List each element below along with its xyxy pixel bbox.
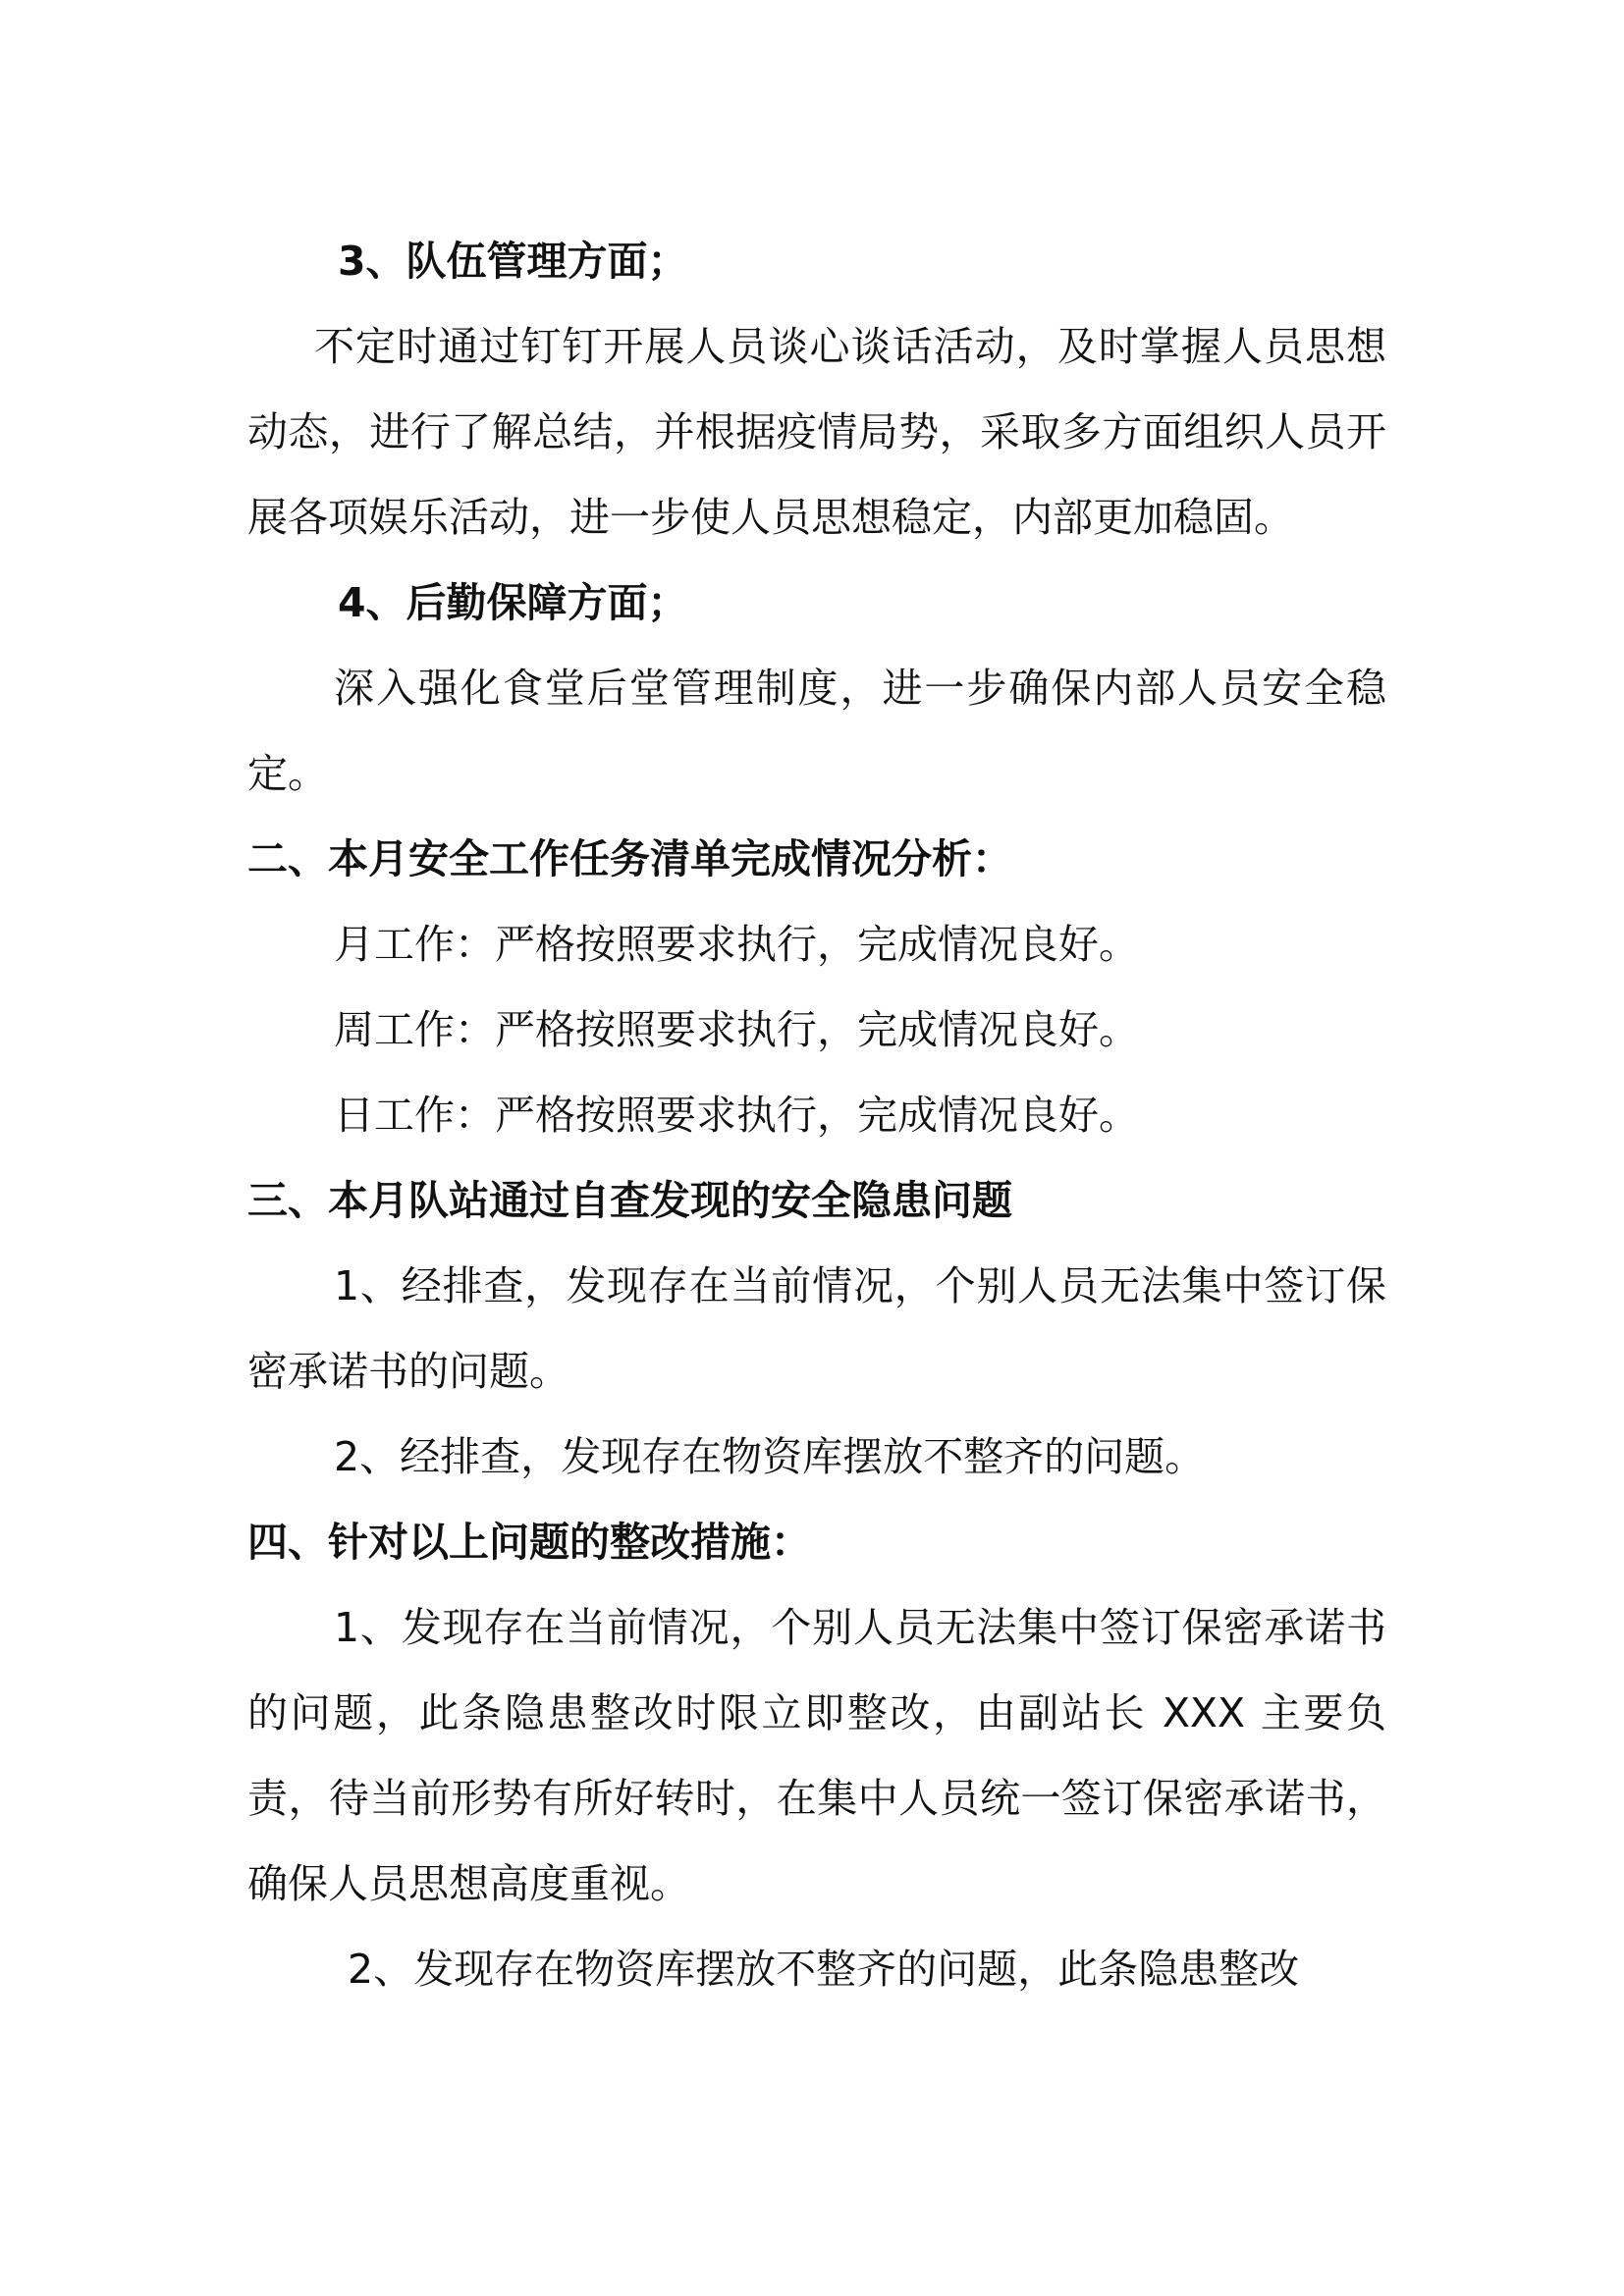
subsection-3-paragraph: 不定时通过钉钉开展人员谈心谈话活动，及时掌握人员思想动态，进行了解总结，并根据疫情局势，采取多方面组织人员开展各项娱乐活动，进一步使人员思想稳定，内部更加稳固。 xyxy=(247,323,1386,541)
subsection-4-heading: 4、后勤保障方面； xyxy=(338,579,688,626)
section-2-heading: 二、本月安全工作任务清单完成情况分析： xyxy=(247,835,1012,882)
weekly-work-line: 周工作：严格按照要求执行，完成情况良好。 xyxy=(334,1006,1139,1053)
subsection-3-heading: 3、队伍管理方面； xyxy=(338,238,688,285)
section-3-item-1: 1、经排查，发现存在当前情况，个别人员无法集中签订保密承诺书的问题。 xyxy=(247,1262,1386,1395)
section-4-item-1: 1、发现存在当前情况，个别人员无法集中签订保密承诺书的问题，此条隐患整改时限立即整改，由副站长 XXX 主要负责，待当前形势有所好转时，在集中人员统一签订保密承诺书，确保人员思想高度重视。 xyxy=(247,1604,1386,1907)
daily-work-line: 日工作：严格按照要求执行，完成情况良好。 xyxy=(334,1092,1139,1139)
subsection-4-paragraph: 深入强化食堂后堂管理制度，进一步确保内部人员安全稳定。 xyxy=(247,665,1386,797)
document-body xyxy=(247,219,1386,2012)
section-3-item-2: 2、经排查，发现存在物资库摆放不整齐的问题。 xyxy=(334,1433,1206,1480)
section-3-heading: 三、本月队站通过自查发现的安全隐患问题 xyxy=(247,1177,1012,1224)
monthly-work-line: 月工作：严格按照要求执行，完成情况良好。 xyxy=(334,921,1139,968)
section-4-item-2: 2、发现存在物资库摆放不整齐的问题，此条隐患整改 xyxy=(348,1946,1300,1993)
section-4-heading: 四、针对以上问题的整改措施： xyxy=(247,1519,811,1566)
